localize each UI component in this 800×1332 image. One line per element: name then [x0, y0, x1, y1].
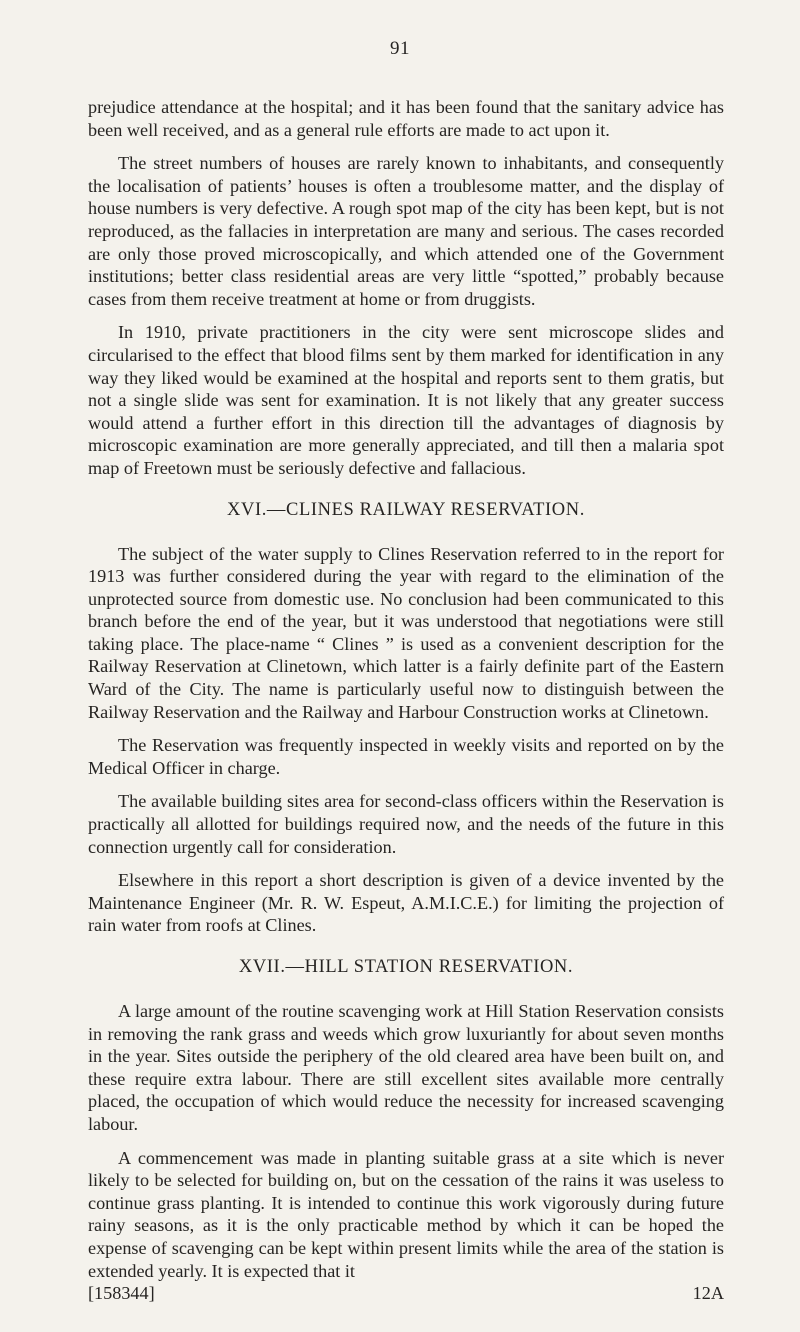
page-footer — [88, 1283, 724, 1304]
paragraph: prejudice attendance at the hospital; and it has been found that the sanitary advice has been well received, and as a general rule efforts are made to act upon it. — [88, 97, 724, 140]
signature-mark: 12A — [692, 1283, 724, 1303]
body-text — [88, 96, 724, 1293]
paragraph: The available building sites area for second-class officers within the Reservation is practically all allotted for buildings required now, and the needs of the future in this connection urgently call for consideration. — [88, 791, 724, 857]
paragraph: Elsewhere in this report a short description is given of a device invented by the Maintenance Engineer (Mr. R. W. Espeut, A.M.I.C.E.) for limiting the projection of rain water from roofs at Clines. — [88, 870, 724, 936]
paragraph: The Reservation was frequently inspected in weekly visits and reported on by the Medical Officer in charge. — [88, 735, 724, 778]
page-number: 91 — [390, 38, 410, 59]
paragraph: A large amount of the routine scavenging work at Hill Station Reservation consists in removing the rank grass and weeds which grow luxuriantly for about seven months in the year. Sites outside the periphery of the old cleared area have been built on, and these require extra labour. There are still excellent sites available more centrally placed, the occupation of which would reduce the necessity for increased scavenging labour. — [88, 1001, 724, 1134]
paragraph: The street numbers of houses are rarely known to inhabitants, and consequently the localisation of patients’ houses is often a troublesome matter, and the display of house numbers is very defective. A rough spot map of the city has been kept, but is not reproduced, as the fallacies in interpretation are many and serious. The cases recorded are only those proved microscopically, and which attended one of the Government institutions; better class residential areas are very little “spotted,” probably because cases from them receive treatment at home or from druggists. — [88, 153, 724, 309]
paragraph: In 1910, private practitioners in the city were sent microscope slides and circularised to the effect that blood films sent by them marked for identification in any way they liked would be examined at the hospital and reports sent to them gratis, but not a single slide was sent for examination. It is not likely that any greater success would attend a further effort in this direction till the advantages of diagnosis by microscopic examination are more generally appreciated, and till then a malaria spot map of Freetown must be seriously defective and fallacious. — [88, 322, 724, 478]
section-heading-xvii: XVII.—HILL STATION RESERVATION. — [238, 957, 574, 977]
paragraph: The subject of the water supply to Clines Reservation referred to in the report for 1913 was further considered during the year with regard to the elimination of the unprotected source from domestic use. No conclusion had been communicated to this branch before the end of the year, but it was understood that negotiations were still taking place. The place-name “ Clines ” is used as a convenient description for the Railway Reservation at Clinetown, which latter is a fairly definite part of the Eastern Ward of the City. The name is particularly useful now to distinguish between the Railway Reservation and the Railway and Harbour Construction works at Clinetown. — [88, 543, 724, 722]
print-code: [158344] — [88, 1283, 155, 1303]
paragraph: A commencement was made in planting suitable grass at a site which is never likely to be selected for building on, but on the cessation of the rains it was useless to continue grass planting. It is intended to continue this work vigorously during future rainy seasons, as it is the only practicable method by which it can be hoped the expense of scavenging can be kept within present limits while the area of the station is extended yearly. It is expected that it — [88, 1147, 724, 1281]
section-heading-xvi: XVI.—CLINES RAILWAY RESERVATION. — [227, 499, 585, 520]
